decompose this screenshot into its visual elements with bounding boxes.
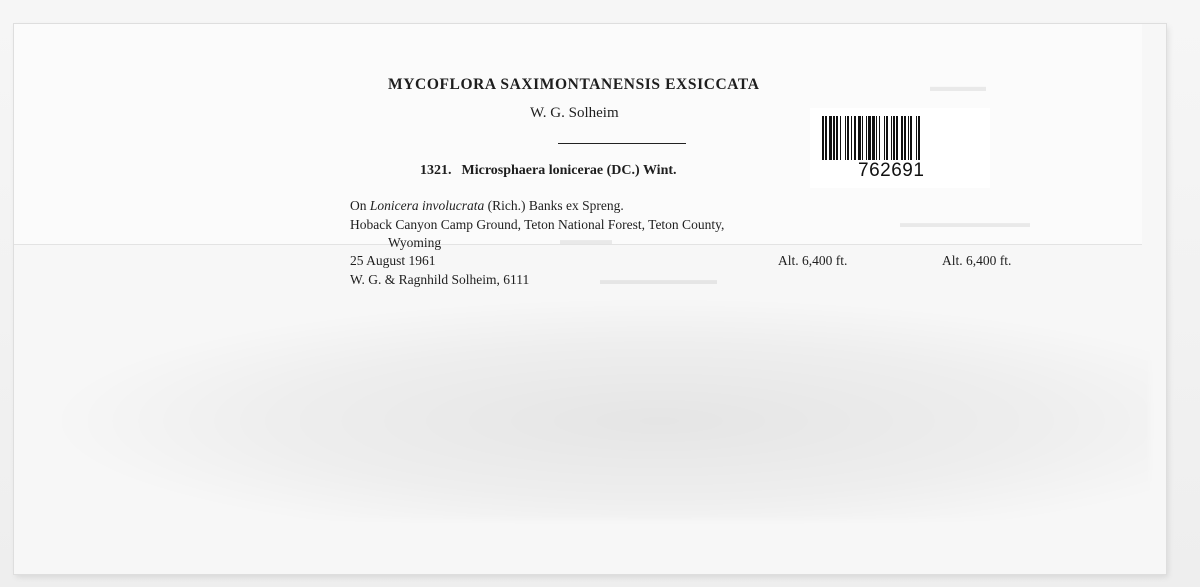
bleed-through-text: ▬▬▬▬ xyxy=(930,80,986,95)
specimen-number: 1321. xyxy=(420,163,452,178)
bleed-through-text: ▬▬▬▬ xyxy=(560,232,612,247)
collection-date: 25 August 1961 xyxy=(350,253,436,268)
altitude: Alt. 6,400 ft. xyxy=(778,253,848,268)
specimen-shadow xyxy=(60,300,1150,520)
host-name: Lonicera involucrata xyxy=(369,198,485,213)
host-line xyxy=(350,198,624,214)
species-line xyxy=(420,163,677,179)
locality-line: Hoback Canyon Camp Ground, Teton National Forest, Teton County, xyxy=(350,217,725,232)
locality-state: Wyoming xyxy=(388,235,442,250)
collectors: W. G. & Ragnhild Solheim, 6111 xyxy=(350,272,530,287)
label-author: W. G. Solheim xyxy=(530,105,619,121)
species-name: Microsphaera lonicerae (DC.) Wint. xyxy=(461,163,677,178)
altitude-duplicate: Alt. 6,400 ft. xyxy=(942,253,1012,268)
host-authority: (Rich.) Banks ex Spreng. xyxy=(484,198,624,213)
label-title: MYCOFLORA SAXIMONTANENSIS EXSICCATA xyxy=(388,76,760,93)
bleed-through-text: ▬▬▬▬▬▬▬▬▬▬ xyxy=(900,215,1030,230)
barcode-number: 762691 xyxy=(858,160,925,181)
barcode-label xyxy=(810,108,990,188)
bleed-through-text: ▬▬▬▬▬▬▬▬▬ xyxy=(600,272,717,287)
divider xyxy=(558,143,686,144)
host-prefix: On xyxy=(350,198,370,213)
barcode-icon xyxy=(822,116,972,160)
